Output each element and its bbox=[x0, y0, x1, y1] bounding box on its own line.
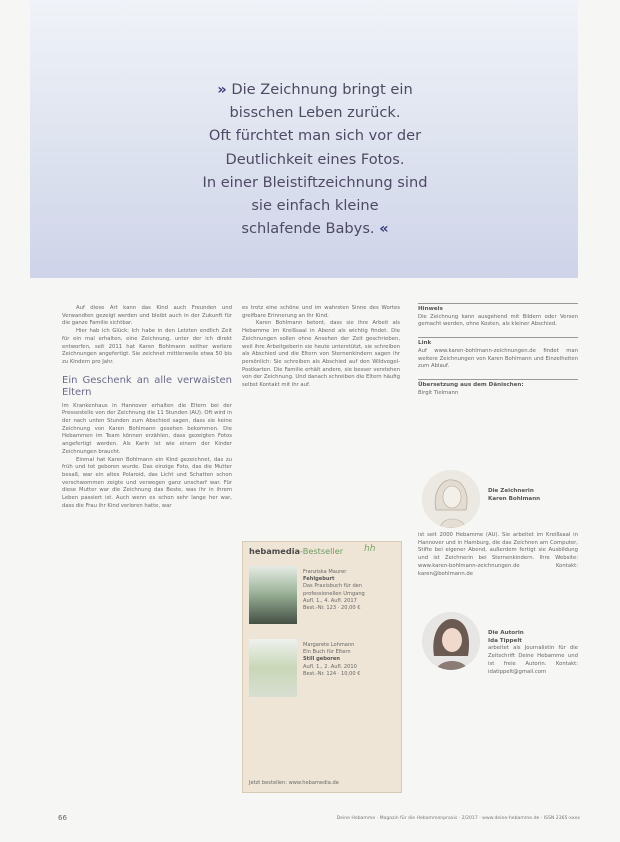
book-info bbox=[303, 569, 391, 612]
book-author: Franziska Maurer bbox=[303, 569, 347, 575]
paragraph: Im Krankenhaus in Hannover erhalten die Eltern bei der Pressestelle von der Zeichnung die 11 Stunden (AU). Oft wird in der nach unten Stunden zum Abschied sagen, dass sie keine Zeichnung von Karen Bohlmann gesehen bekommen. Die Hebammen im Team können erzählen, dass gezeigten Fotos angefertigt werden. Als Karin ist wie einem der Kinder Zeichnungen braucht. bbox=[62, 402, 232, 455]
book-order-info: Best.-Nr. 124 · 10,00 € bbox=[303, 670, 361, 677]
section-subhead: Ein Geschenk an alle verwaisten Eltern bbox=[62, 374, 232, 398]
quote-line: schlafende Babys. bbox=[241, 220, 375, 238]
page-footer: Deine Hebamme · Magazin für die Hebammenpraxis · 2/2017 · www.deine-hebamme.de · ISSN 2365-xxxx bbox=[336, 816, 580, 821]
pull-quote bbox=[150, 78, 480, 240]
book-order-info: Best.-Nr. 123 · 20,00 € bbox=[303, 605, 361, 612]
translation-heading: Übersetzung aus dem Dänischen: bbox=[418, 381, 524, 388]
translator-name: Birgit Tielmann bbox=[418, 389, 459, 396]
illustrator-name: Karen Bohlmann bbox=[488, 495, 541, 502]
hinweis-text: Die Zeichnung kann ausgehend mit Bildern oder Versen gemacht werden, ohne Kosten, als kleiner Abschied. bbox=[418, 313, 578, 328]
book-edition: Aufl. 1., 2. Aufl. 2010 bbox=[303, 663, 357, 670]
author-portrait-avatar bbox=[422, 612, 480, 670]
book-subtitle: Ein Buch für Eltern bbox=[303, 649, 351, 656]
illustrator-portrait-avatar bbox=[422, 470, 480, 528]
author-heading: Die Autorin bbox=[488, 630, 524, 636]
book-info bbox=[303, 642, 391, 678]
hinweis-heading: Hinweis bbox=[418, 306, 443, 312]
ad-brand-suffix: -Bestseller bbox=[300, 546, 344, 556]
paragraph: Auf diese Art kann das Kind auch Freunden und Verwandten gezeigt werden und bleibt auch in der Zukunft für die ganze Familie sichtbar. bbox=[62, 305, 232, 327]
open-quote-mark: » bbox=[217, 81, 227, 98]
illustrator-heading: Die Zeichnerin bbox=[488, 488, 534, 494]
paragraph: es trotz eine schöne und im wahrsten Sinne des Wortes greifbare Erinnerung an ihr Kind. bbox=[242, 305, 400, 319]
portrait-sketch-icon bbox=[422, 470, 480, 528]
book-cover-image[interactable] bbox=[249, 639, 297, 697]
page-number: 66 bbox=[58, 814, 67, 822]
paragraph: Karen Bohlmann betont, dass sie ihre Arbeit als Hebamme im Kreißsaal in Abend als wichtig findet. Die Zeichnungen sollen ohne Ansehen der Zeit geschrieben, weil ihre Arbeitgeberin sie heute unterstützt, sie schreiben als Abschied und die Eltern von Sternenkindern sagen ihr persönlich: Sie schreiben als Abschied auf den Wildvogel-Postkarten. Die Familie erhält andere, sie besser verstehen von der Zeichnung. Und danach schreiben die Eltern häufig selbst Kontakt mit ihr auf. bbox=[242, 320, 400, 389]
link-text: Auf www.karen-bohlmann-zeichnungen.de findet man weitere Zeichnungen von Karen Bohlmann und Einzelheiten zum Ablauf. bbox=[418, 347, 578, 370]
sidebar-info bbox=[418, 300, 578, 397]
article-column-1 bbox=[62, 305, 232, 510]
divider bbox=[418, 337, 578, 338]
brand-logo-icon: hh bbox=[364, 544, 376, 554]
book-title: Fehlgeburt bbox=[303, 576, 335, 583]
paragraph: Hier hab ich Glück: Ich habe in den Letzten endlich Zeit für ein mal erhalten, eine Zeichnung, unter der ich direkt entworfen, seit 2011 hat Karen Bohlmann seither weitere Zeichnungen angefertigt. Sie zeichnet mittlerweile etwa 50 bis zu Kindern pro Jahr. bbox=[62, 328, 232, 365]
book-cover-image[interactable] bbox=[249, 566, 297, 624]
divider bbox=[418, 303, 578, 304]
divider bbox=[418, 379, 578, 380]
quote-line: Oft fürchtet man sich vor der bbox=[208, 127, 422, 145]
ad-order-link[interactable]: Jetzt bestellen: www.hebamedia.de bbox=[249, 780, 339, 786]
author-name: Ida Tippelt bbox=[488, 637, 522, 644]
author-bio-text: arbeitet als Journalistin für die Zeitschrift Deine Hebamme und ist freie Autorin. Kontakt: idatippelt@gmail.com bbox=[488, 645, 578, 675]
author-bio bbox=[488, 630, 578, 676]
paragraph: Einmal hat Karen Bohlmann ein Kind gezeichnet, das zu früh und tot geboren wurde. Das einzige Foto, das die Mutter besaß, war ein altes Polaroid, das Licht und Schatten schon verschwommen zeigte und verwegen ganz unscharf war. Für diese Mutter war die Zeichnung das Beste, was ihr in ihrem Leben passiert ist. Auch wenn es schon sehr lange her war, dass die Frau ihr Kind verloren hatte, war bbox=[62, 456, 232, 509]
book-title: Still geboren bbox=[303, 656, 340, 663]
quote-line: bisschen Leben zurück. bbox=[229, 104, 401, 122]
quote-line: Deutlichkeit eines Fotos. bbox=[225, 150, 405, 168]
close-quote-mark: « bbox=[379, 220, 389, 238]
book-edition: Aufl. 1., 4. Aufl. 2017 bbox=[303, 597, 357, 604]
ad-title bbox=[249, 546, 343, 556]
bestseller-ad bbox=[242, 541, 402, 793]
quote-line: sie einfach kleine bbox=[251, 197, 379, 215]
ad-brand: hebamedia bbox=[249, 546, 301, 556]
book-author: Margarete Lohmann bbox=[303, 642, 355, 648]
portrait-photo-icon bbox=[422, 612, 480, 670]
article-column-2 bbox=[242, 305, 400, 390]
illustrator-bio-text-block bbox=[418, 532, 578, 578]
quote-line: In einer Bleistiftzeichnung sind bbox=[202, 173, 428, 191]
quote-line: Die Zeichnung bringt ein bbox=[231, 81, 413, 98]
book-subtitle: Das Praxisbuch für den professionellen Umgang bbox=[303, 583, 365, 597]
illustrator-bio-text: ist seit 2000 Hebamme (AU). Sie arbeitet im Kreißsaal in Hannover und in Hamburg, die das Zeichnen am Computer, Stifte bei eigener Abend, außerdem fertigt sie Ausbildung und ist Zeichnerin bei Sternenkindern. Ihre Website: www.karen-bohlmann-zeichnungen.de Kontakt: karen@bohlmann.de bbox=[418, 532, 578, 577]
link-heading: Link bbox=[418, 340, 432, 347]
illustrator-bio bbox=[488, 488, 578, 503]
